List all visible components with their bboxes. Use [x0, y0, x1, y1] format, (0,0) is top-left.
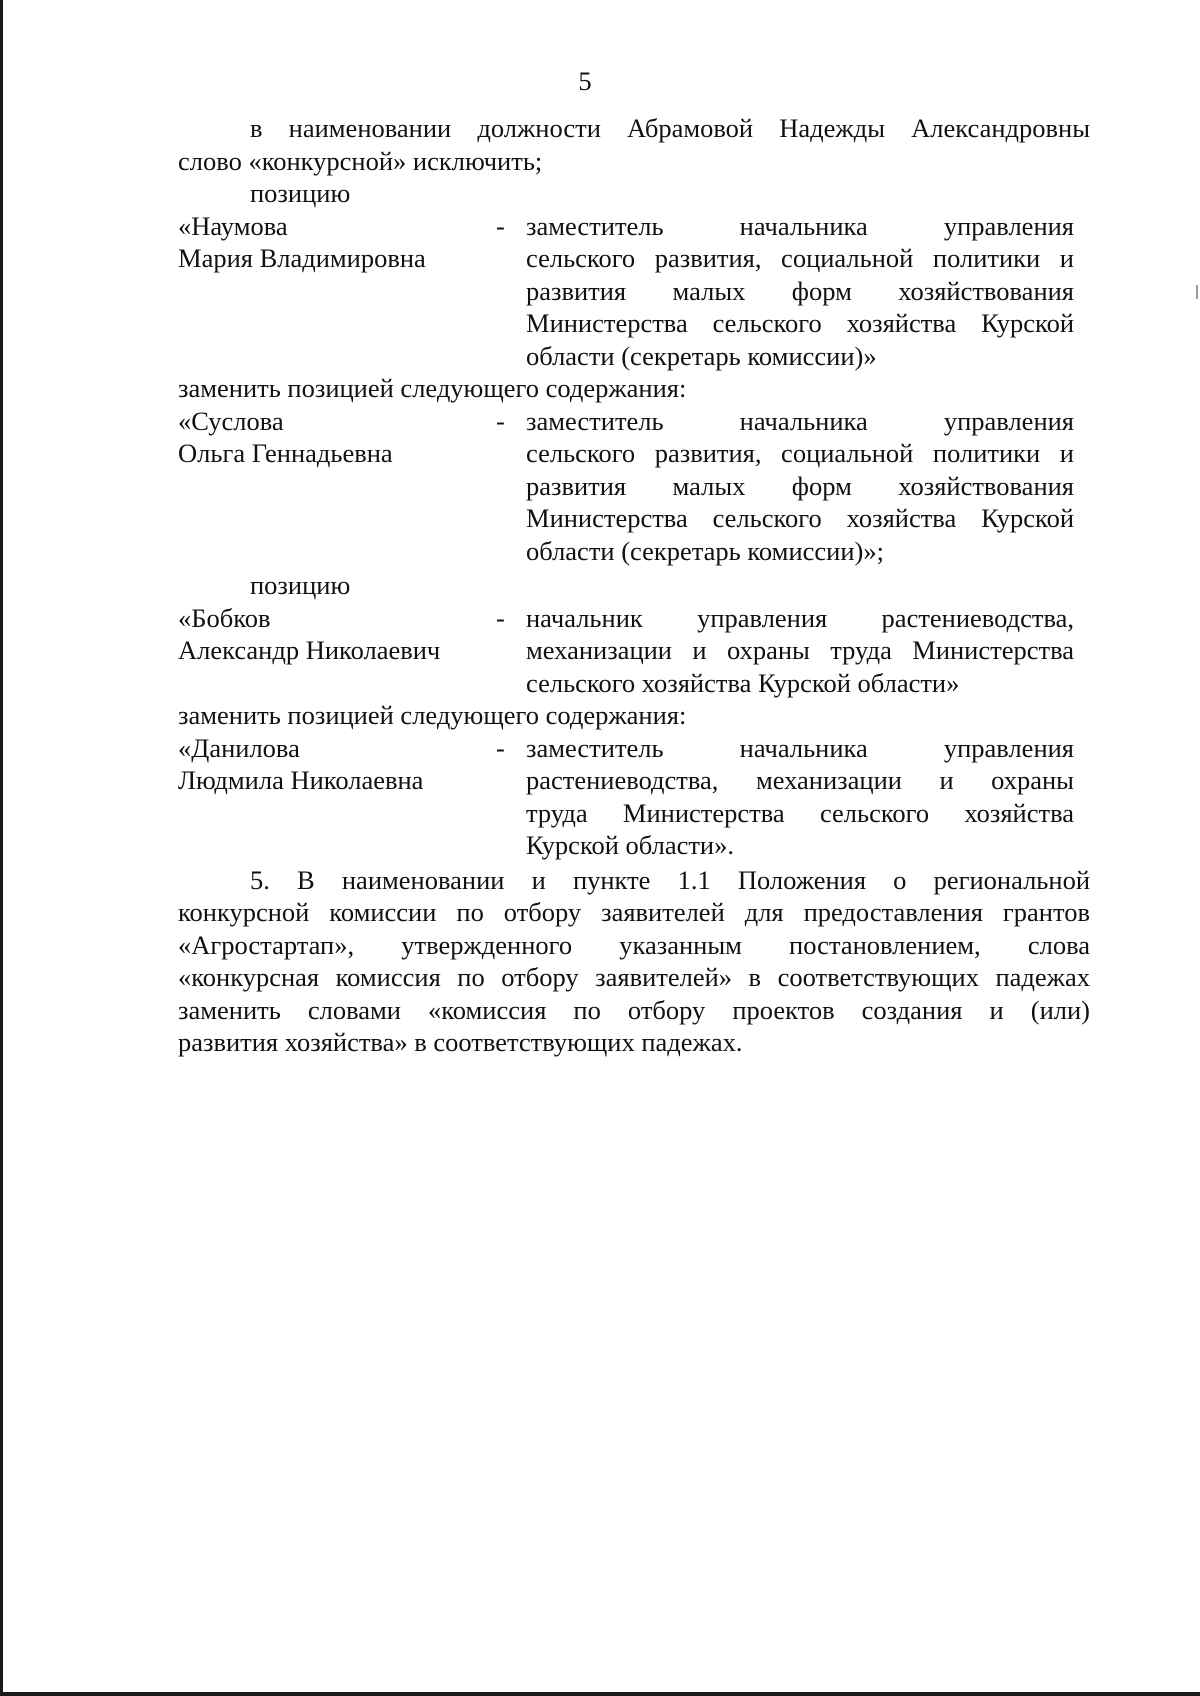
position-line: Министерства сельского хозяйства Курской: [526, 308, 1074, 338]
paragraph-5-line: «Агростартап», утвержденного указанным постановлением, слова: [178, 929, 1090, 960]
commission-entry-new-member: [178, 732, 1090, 862]
position-line: сельского развития, социальной политики и: [526, 438, 1074, 468]
page-number: 5: [578, 66, 592, 96]
position-line: сельского развития, социальной политики и: [526, 243, 1074, 273]
commission-entry-old-secretary: [178, 210, 1090, 373]
position-line: заместитель начальника управления: [526, 210, 1074, 241]
commission-entry-new-secretary: [178, 405, 1090, 568]
position-label: позицию: [250, 178, 351, 208]
paragraph-5-line: «конкурсная комиссия по отбору заявителей» в соответствующих падежах: [178, 962, 1090, 992]
position-line: развития малых форм хозяйствования: [526, 470, 1074, 501]
member-name: [178, 405, 478, 470]
paragraph-5-line: 5. В наименовании и пункте 1.1 Положения о региональной: [250, 864, 1090, 895]
position-line: развития малых форм хозяйствования: [526, 275, 1074, 306]
scan-edge-bottom: [0, 1692, 1200, 1696]
member-position: [526, 602, 1074, 700]
entry-dash: -: [496, 210, 505, 241]
member-given-names: Ольга Геннадьевна: [178, 438, 393, 468]
position-line: Курской области».: [526, 830, 734, 860]
entry-dash: -: [496, 732, 505, 763]
intro-line: слово «конкурсной» исключить;: [178, 145, 543, 176]
member-name: [178, 602, 478, 667]
intro-line: в наименовании должности Абрамовой Надежды Александровны: [250, 113, 1090, 143]
scan-edge-left: [0, 0, 3, 1696]
member-name: [178, 732, 478, 797]
entry-dash: -: [496, 405, 505, 436]
replace-label: заменить позицией следующего содержания:: [178, 700, 687, 730]
document-body: [178, 112, 1090, 1059]
member-surname: «Суслова: [178, 405, 284, 436]
position-line: заместитель начальника управления: [526, 732, 1074, 763]
member-position: [526, 405, 1074, 568]
position-line: области (секретарь комиссии)»: [526, 340, 877, 371]
member-given-names: Людмила Николаевна: [178, 765, 424, 795]
member-position: [526, 210, 1074, 373]
commission-entry-old-member: [178, 602, 1090, 700]
position-line: сельского хозяйства Курской области»: [526, 667, 960, 698]
scan-speck: [1196, 285, 1198, 299]
position-label: позицию: [250, 570, 351, 600]
position-line: труда Министерства сельского хозяйства: [526, 797, 1074, 828]
paragraph-5-line: заменить словами «комиссия по отбору проектов создания и (или): [178, 994, 1090, 1025]
paragraph-5-line: конкурсной комиссии по отбору заявителей для предоставления грантов: [178, 897, 1090, 927]
position-line: заместитель начальника управления: [526, 405, 1074, 436]
member-surname: «Данилова: [178, 732, 300, 763]
position-line: Министерства сельского хозяйства Курской: [526, 503, 1074, 533]
member-given-names: Александр Николаевич: [178, 635, 441, 665]
member-name: [178, 210, 478, 275]
member-given-names: Мария Владимировна: [178, 243, 426, 273]
entry-dash: -: [496, 602, 505, 633]
member-surname: «Бобков: [178, 602, 271, 633]
replace-label: заменить позицией следующего содержания:: [178, 373, 687, 403]
member-position: [526, 732, 1074, 862]
position-line: механизации и охраны труда Министерства: [526, 635, 1074, 665]
member-surname: «Наумова: [178, 210, 288, 241]
position-line: растениеводства, механизации и охраны: [526, 765, 1074, 795]
position-line: области (секретарь комиссии)»;: [526, 535, 884, 566]
position-line: начальник управления растениеводства,: [526, 602, 1074, 633]
paragraph-5-line: развития хозяйства» в соответствующих падежах.: [178, 1027, 743, 1057]
